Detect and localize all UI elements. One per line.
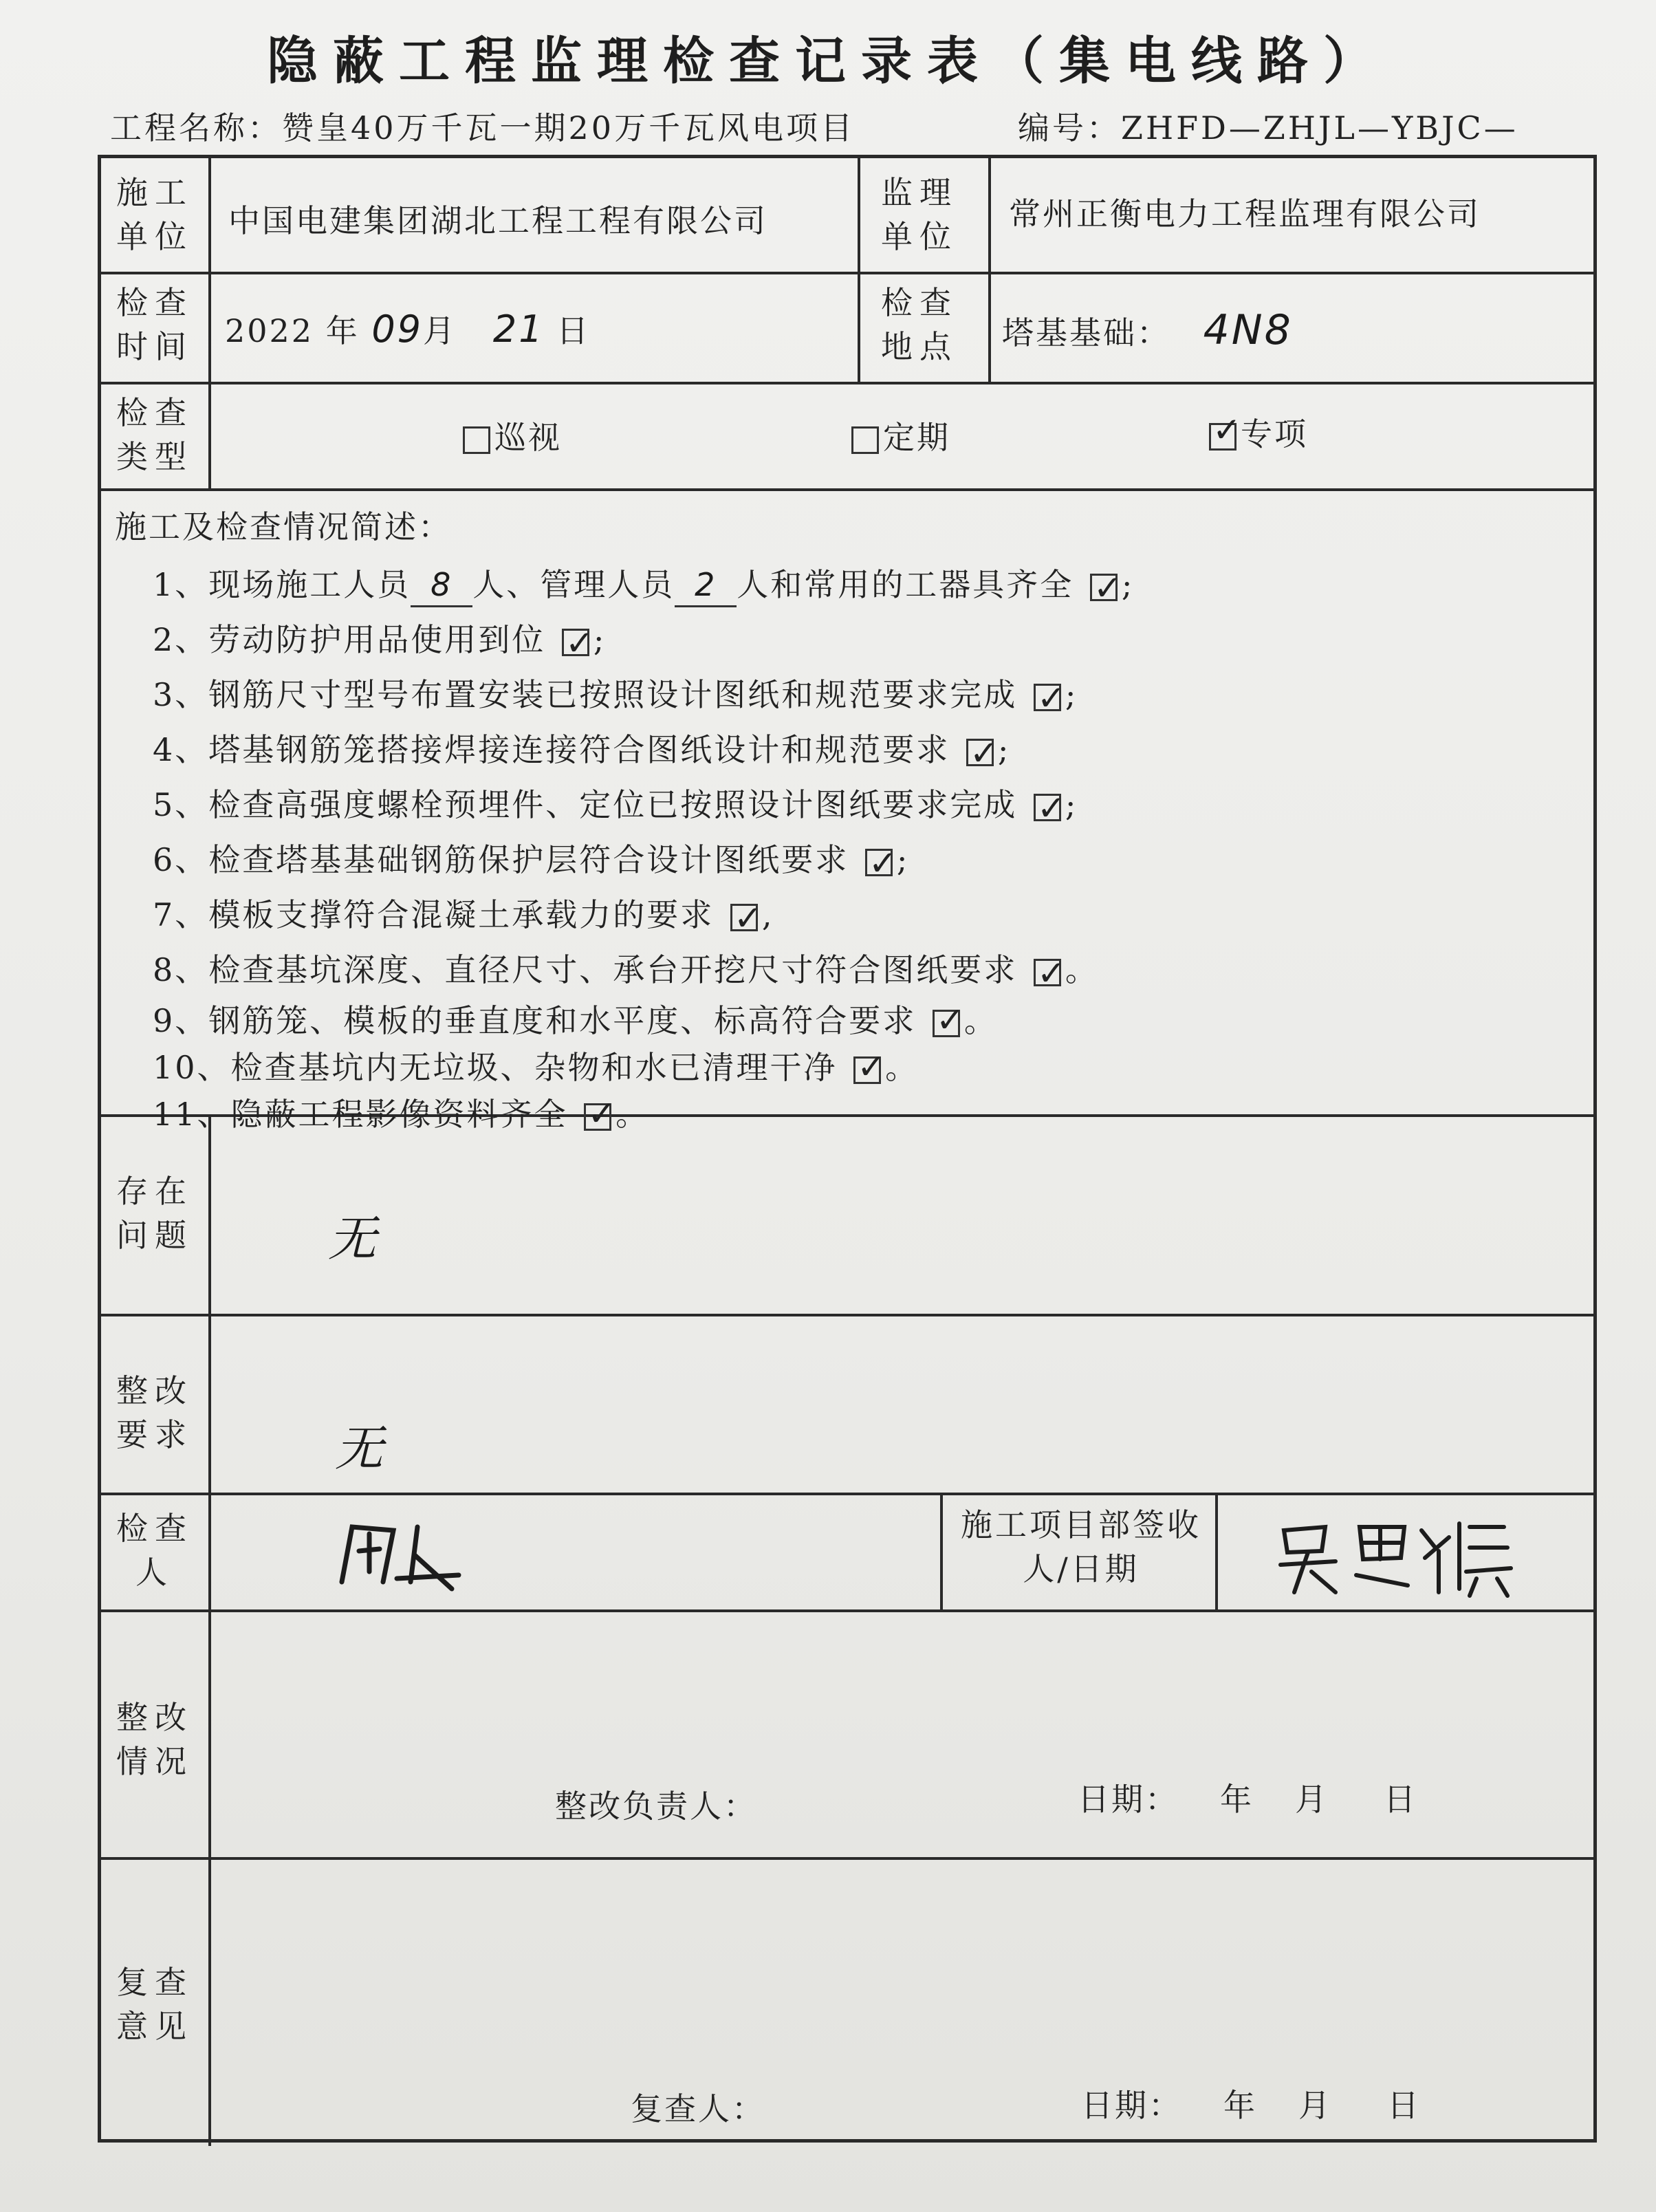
check-place-label: 检查地点 — [881, 284, 958, 365]
item-text: 10、检查基坑内无垃圾、杂物和水已清理干净 — [153, 1049, 838, 1086]
tower-id: 4N8 — [1203, 306, 1293, 354]
serial-value: ZHFD—ZHJL—YBJC— — [1121, 109, 1518, 147]
row-divider — [101, 1314, 1593, 1316]
item-end: ; — [997, 731, 1011, 768]
inspector-label: 检查人 — [116, 1510, 193, 1591]
item-checkbox[interactable] — [933, 1010, 960, 1037]
check-place-value — [1002, 306, 1293, 354]
row-divider — [101, 382, 1593, 384]
item-end: ; — [1065, 786, 1078, 823]
project-name — [110, 103, 855, 149]
day-unit: 日 — [556, 312, 591, 349]
item-1-end: ; — [1121, 566, 1135, 603]
item-end: 。 — [615, 1096, 650, 1133]
review-person-label: 复查人： — [631, 2090, 765, 2127]
supervision-unit-label: 监理单位 — [881, 174, 958, 255]
inspection-description — [115, 502, 1134, 1138]
checklist-item-4 — [153, 722, 1134, 777]
item-checkbox[interactable] — [966, 739, 994, 766]
form-title: 隐蔽工程监理检查记录表（集电线路） — [267, 32, 1389, 91]
col-divider — [858, 158, 860, 382]
review-label: 复查意见 — [116, 1964, 193, 2045]
serial-number — [1018, 103, 1518, 149]
item-checkbox[interactable] — [853, 1056, 881, 1084]
date-month: 月 — [1298, 2087, 1332, 2124]
checklist-item-6 — [153, 832, 1134, 887]
item-end: 。 — [885, 1049, 919, 1086]
item-end: 。 — [963, 1002, 998, 1039]
checklist-item-2 — [153, 612, 1134, 667]
description-heading: 施工及检查情况简述： — [115, 508, 452, 545]
item-text: 8、检查基坑深度、直径尺寸、承台开挖尺寸符合图纸要求 — [153, 951, 1018, 988]
rectification-person-label: 整改负责人： — [555, 1788, 757, 1825]
workers-count: 8 — [411, 564, 472, 607]
receiver-signature — [1270, 1510, 1518, 1599]
serial-label: 编号： — [1018, 109, 1121, 147]
date-month: 月 — [1295, 1781, 1329, 1818]
item-text: 3、钢筋尺寸型号布置安装已按照设计图纸和规范要求完成 — [153, 676, 1018, 713]
date-day: 日 — [1384, 1781, 1417, 1818]
construction-unit-label: 施工单位 — [116, 174, 193, 255]
review-date — [1081, 2081, 1421, 2126]
item-text: 9、钢筋笼、模板的垂直度和水平度、标高符合要求 — [153, 1002, 917, 1039]
item-text: 7、模板支撑符合混凝土承载力的要求 — [153, 896, 715, 933]
item-end: ; — [896, 841, 910, 878]
row-divider — [101, 272, 1593, 274]
check-year: 2022 — [225, 312, 314, 349]
supervision-unit-value: 常州正衡电力工程监理有限公司 — [1009, 195, 1481, 232]
project-value: 赞皇40万千瓦一期20万千瓦风电项目 — [282, 109, 856, 147]
item-end: 。 — [1065, 951, 1099, 988]
item-checkbox[interactable] — [865, 849, 893, 876]
rectification-status-label: 整改情况 — [116, 1699, 193, 1780]
year-unit: 年 — [325, 312, 360, 349]
type-option-patrol[interactable] — [459, 413, 562, 458]
record-table — [98, 155, 1597, 2143]
row-divider — [101, 1493, 1593, 1495]
date-year: 年 — [1220, 1781, 1254, 1818]
checklist-item-5 — [153, 777, 1134, 832]
issues-value: 无 — [328, 1211, 378, 1267]
item-end: ; — [593, 621, 607, 658]
check-day: 21 — [492, 307, 545, 351]
date-label: 日期： — [1078, 1781, 1179, 1818]
item-checkbox[interactable] — [1034, 794, 1061, 821]
col-divider — [208, 1114, 211, 2146]
checklist-item-11 — [153, 1091, 1134, 1138]
item-end: ; — [1065, 676, 1078, 713]
special-checkbox[interactable] — [1209, 423, 1236, 451]
row-divider — [101, 1857, 1593, 1860]
month-unit: 月 — [423, 312, 457, 349]
inspector-signature — [335, 1513, 472, 1596]
project-label: 工程名称： — [110, 109, 282, 147]
col-divider — [208, 158, 211, 488]
item-1-checkbox[interactable] — [1090, 574, 1118, 601]
checklist-item-9 — [153, 997, 1134, 1044]
staff-pre: 1、现场施工人员 — [153, 566, 411, 603]
check-type-label: 检查类型 — [116, 394, 193, 475]
item-checkbox[interactable] — [562, 629, 589, 656]
issues-label: 存在问题 — [116, 1173, 193, 1254]
patrol-label: 巡视 — [494, 419, 562, 456]
checklist-item-1 — [153, 557, 1134, 612]
rectification-req-label: 整改要求 — [116, 1372, 193, 1453]
special-label: 专项 — [1241, 415, 1308, 453]
checklist-item-8 — [153, 942, 1134, 997]
item-text: 4、塔基钢筋笼搭接焊接连接符合图纸设计和规范要求 — [153, 731, 950, 768]
item-text: 2、劳动防护用品使用到位 — [153, 621, 546, 658]
col-divider — [988, 158, 991, 382]
item-text: 5、检查高强度螺栓预埋件、定位已按照设计图纸要求完成 — [153, 786, 1018, 823]
periodic-checkbox[interactable] — [851, 426, 879, 454]
check-place-prefix: 塔基基础： — [1002, 314, 1170, 351]
item-checkbox[interactable] — [730, 904, 758, 931]
type-option-periodic[interactable] — [847, 413, 950, 458]
rectification-date — [1078, 1775, 1417, 1820]
col-divider — [940, 1493, 943, 1609]
item-end: , — [761, 896, 774, 933]
staff-mid: 人、管理人员 — [472, 566, 675, 603]
date-day: 日 — [1387, 2087, 1421, 2124]
date-year: 年 — [1223, 2087, 1257, 2124]
periodic-label: 定期 — [883, 419, 950, 456]
row-divider — [101, 488, 1593, 491]
managers-count: 2 — [675, 564, 737, 607]
receiver-label: 施工项目部签收人/日期 — [961, 1506, 1201, 1587]
staff-post: 人和常用的工器具齐全 — [737, 566, 1074, 603]
item-checkbox[interactable] — [584, 1103, 611, 1131]
patrol-checkbox[interactable] — [463, 426, 490, 454]
checklist-item-7 — [153, 887, 1134, 942]
construction-unit-value: 中国电建集团湖北工程工程有限公司 — [228, 202, 767, 239]
item-text: 11、隐蔽工程影像资料齐全 — [153, 1096, 568, 1133]
col-divider — [1215, 1493, 1218, 1609]
item-text: 6、检查塔基基础钢筋保护层符合设计图纸要求 — [153, 841, 849, 878]
item-checkbox[interactable] — [1034, 959, 1061, 986]
row-divider — [101, 1609, 1593, 1612]
checklist-item-10 — [153, 1044, 1134, 1091]
check-time-value — [225, 306, 590, 351]
check-month: 09 — [371, 307, 424, 351]
checklist-item-3 — [153, 667, 1134, 722]
check-time-label: 检查时间 — [116, 284, 193, 365]
type-option-special[interactable] — [1205, 409, 1308, 455]
rectification-req-value: 无 — [335, 1420, 385, 1477]
date-label: 日期： — [1081, 2087, 1182, 2124]
item-checkbox[interactable] — [1034, 684, 1061, 711]
